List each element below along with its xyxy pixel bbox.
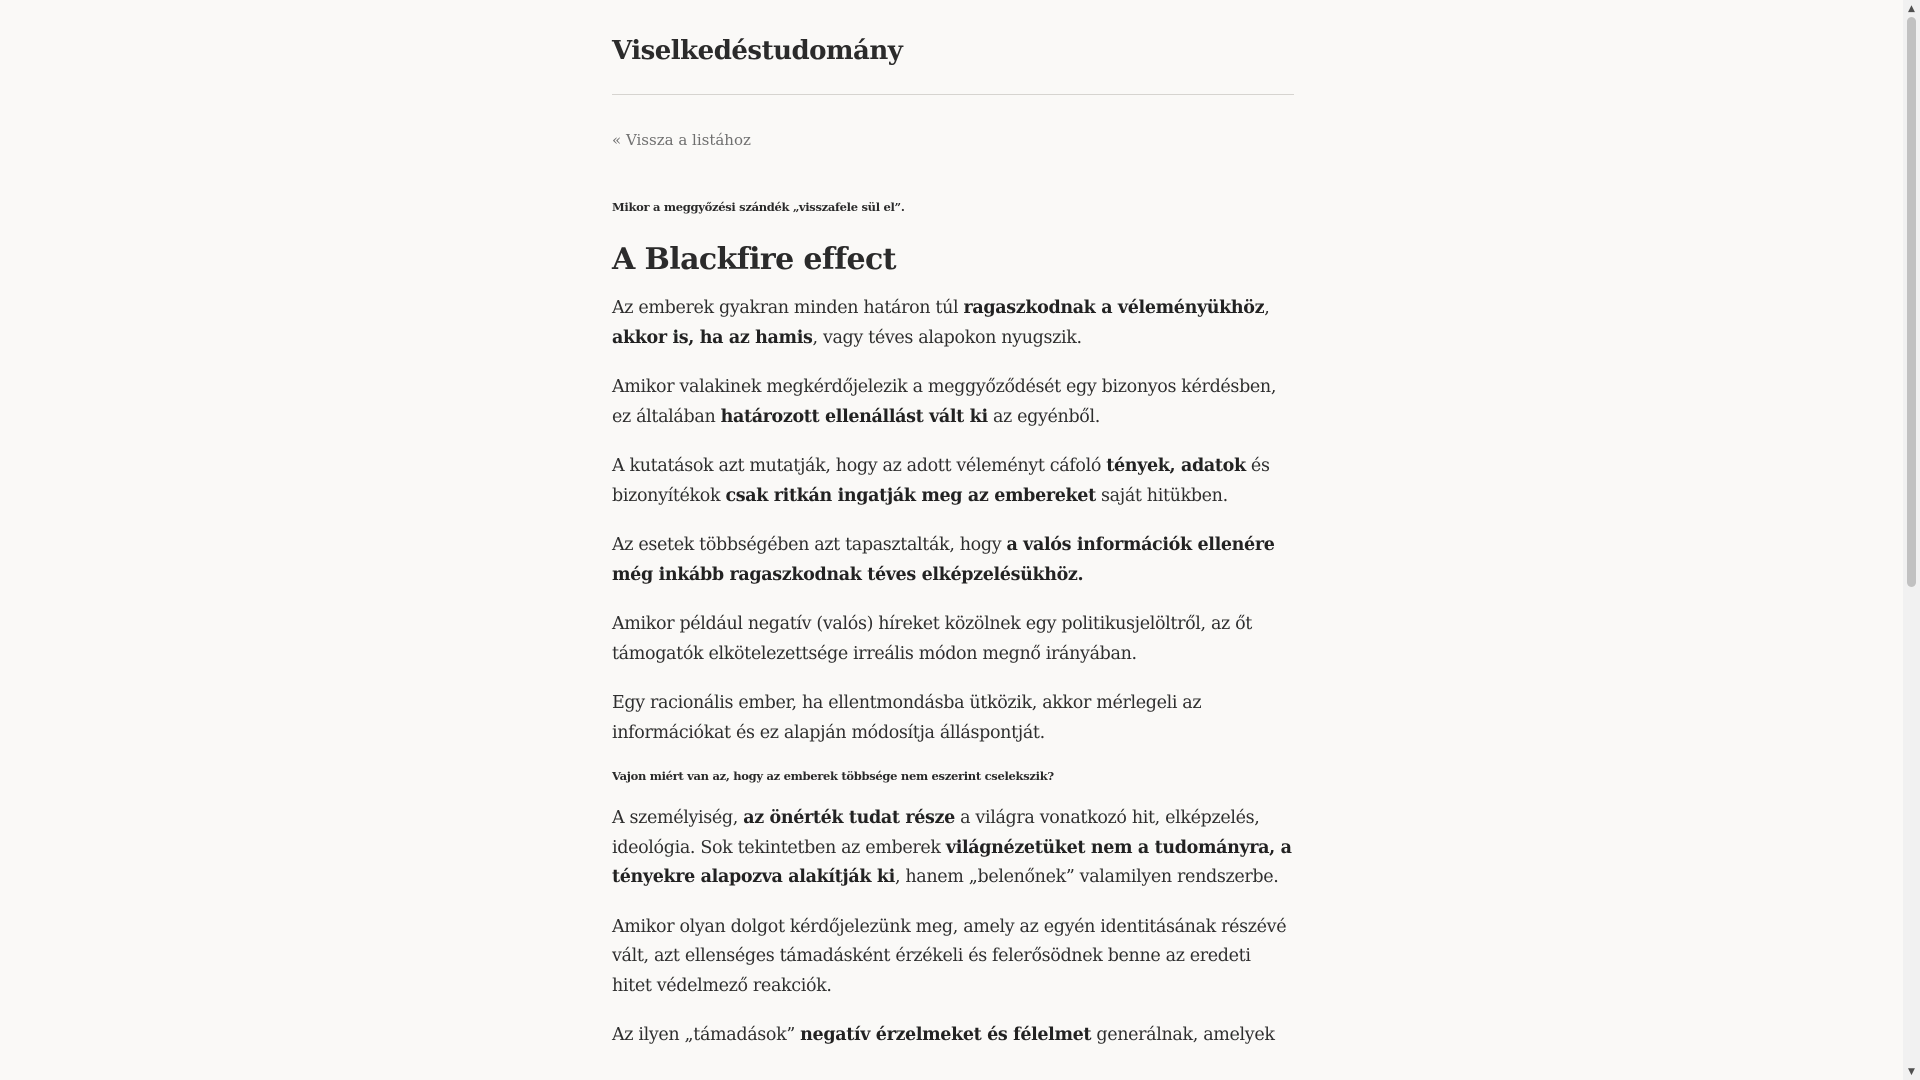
text-run: Az ilyen „támadások” — [612, 1025, 801, 1045]
paragraph — [612, 610, 1294, 669]
text-run: A kutatások azt mutatják, hogy az adott véleményt cáfoló — [612, 456, 1107, 476]
site-title[interactable]: Viselkedéstudomány — [612, 36, 903, 66]
paragraph — [612, 913, 1294, 1002]
back-to-list-link[interactable]: « Vissza a listához — [612, 131, 751, 149]
text-run: , — [1264, 298, 1270, 318]
text-run: Egy racionális ember, ha ellentmondásba ütközik, akkor mérlegeli az információkat és ez alapján módosítja álláspontját. — [612, 693, 1202, 743]
text-run: , hanem „belenőnek” valamilyen rendszerbe. — [894, 867, 1279, 887]
text-run: a világra vonatkozó hit, elképzelés, ideológia. Sok tekintetben az emberek — [612, 808, 1260, 858]
emphasized-text: a valós információk ellenére még inkább ragaszkodnak téves elképzelésükhöz. — [612, 535, 1275, 585]
text-run: Az emberek gyakran minden határon túl — [612, 298, 964, 318]
paragraph — [612, 1021, 1294, 1051]
article-body-part-2 — [612, 804, 1294, 1051]
article-kicker: Mikor a meggyőzési szándék „visszafele sül el”. — [612, 200, 905, 214]
emphasized-text: ragaszkodnak a véleményükhöz — [963, 298, 1265, 318]
article-column — [612, 0, 1294, 1051]
text-run: Amikor olyan dolgot kérdőjelezünk meg, amely az egyén identitásának részévé vált, azt ellenséges támadásként érzékeli és felerősödnek benne az eredeti hitet védelmező reakciók. — [612, 916, 1287, 996]
article-body-part-1 — [612, 294, 1294, 748]
scrollbar-thumb[interactable] — [1907, 17, 1916, 587]
paragraph — [612, 294, 1294, 353]
vertical-scrollbar[interactable] — [1903, 0, 1920, 1080]
text-run: saját hitükben. — [1095, 485, 1228, 506]
site-header — [612, 0, 1294, 95]
text-run: A személyiség, — [612, 808, 744, 828]
paragraph — [612, 804, 1294, 893]
paragraph — [612, 373, 1294, 432]
paragraph — [612, 531, 1294, 590]
emphasized-text: tények, adatok — [1106, 456, 1246, 476]
text-run: Amikor például negatív (valós) híreket közölnek egy politikusjelöltről, az őt támogatók elkötelezettsége irreális módon megnő irányában. — [612, 614, 1252, 664]
emphasized-text: határozott ellenállást vált ki — [720, 406, 988, 427]
emphasized-text: akkor is, ha az hamis — [612, 327, 813, 348]
text-run: Az esetek többségében azt tapasztalták, hogy — [612, 535, 1007, 555]
scroll-up-arrow-icon[interactable]: ▲ — [1908, 3, 1915, 14]
paragraph — [612, 452, 1294, 511]
emphasized-text: csak ritkán ingatják meg az embereket — [725, 485, 1096, 506]
text-run: és bizonyítékok — [612, 456, 1270, 506]
text-run: Amikor valakinek megkérdőjelezik a meggyőződését egy bizonyos kérdésben, ez általában — [612, 377, 1277, 427]
text-run: generálnak, amelyek — [1091, 1025, 1275, 1045]
scroll-down-arrow-icon[interactable]: ▼ — [1908, 1066, 1915, 1077]
text-run: az egyénből. — [987, 406, 1100, 427]
article-title: A Blackfire effect — [612, 242, 896, 277]
emphasized-text: negatív érzelmeket és félelmet — [800, 1025, 1092, 1045]
emphasized-text: világnézetüket nem a tudományra, a tényekre alapozva alakítják ki — [612, 837, 1292, 887]
article-subheading: Vajon miért van az, hogy az emberek többsége nem eszerint cselekszik? — [612, 769, 1054, 783]
emphasized-text: az önérték tudat része — [743, 808, 955, 828]
paragraph — [612, 689, 1294, 748]
text-run: , vagy téves alapokon nyugszik. — [812, 327, 1082, 348]
